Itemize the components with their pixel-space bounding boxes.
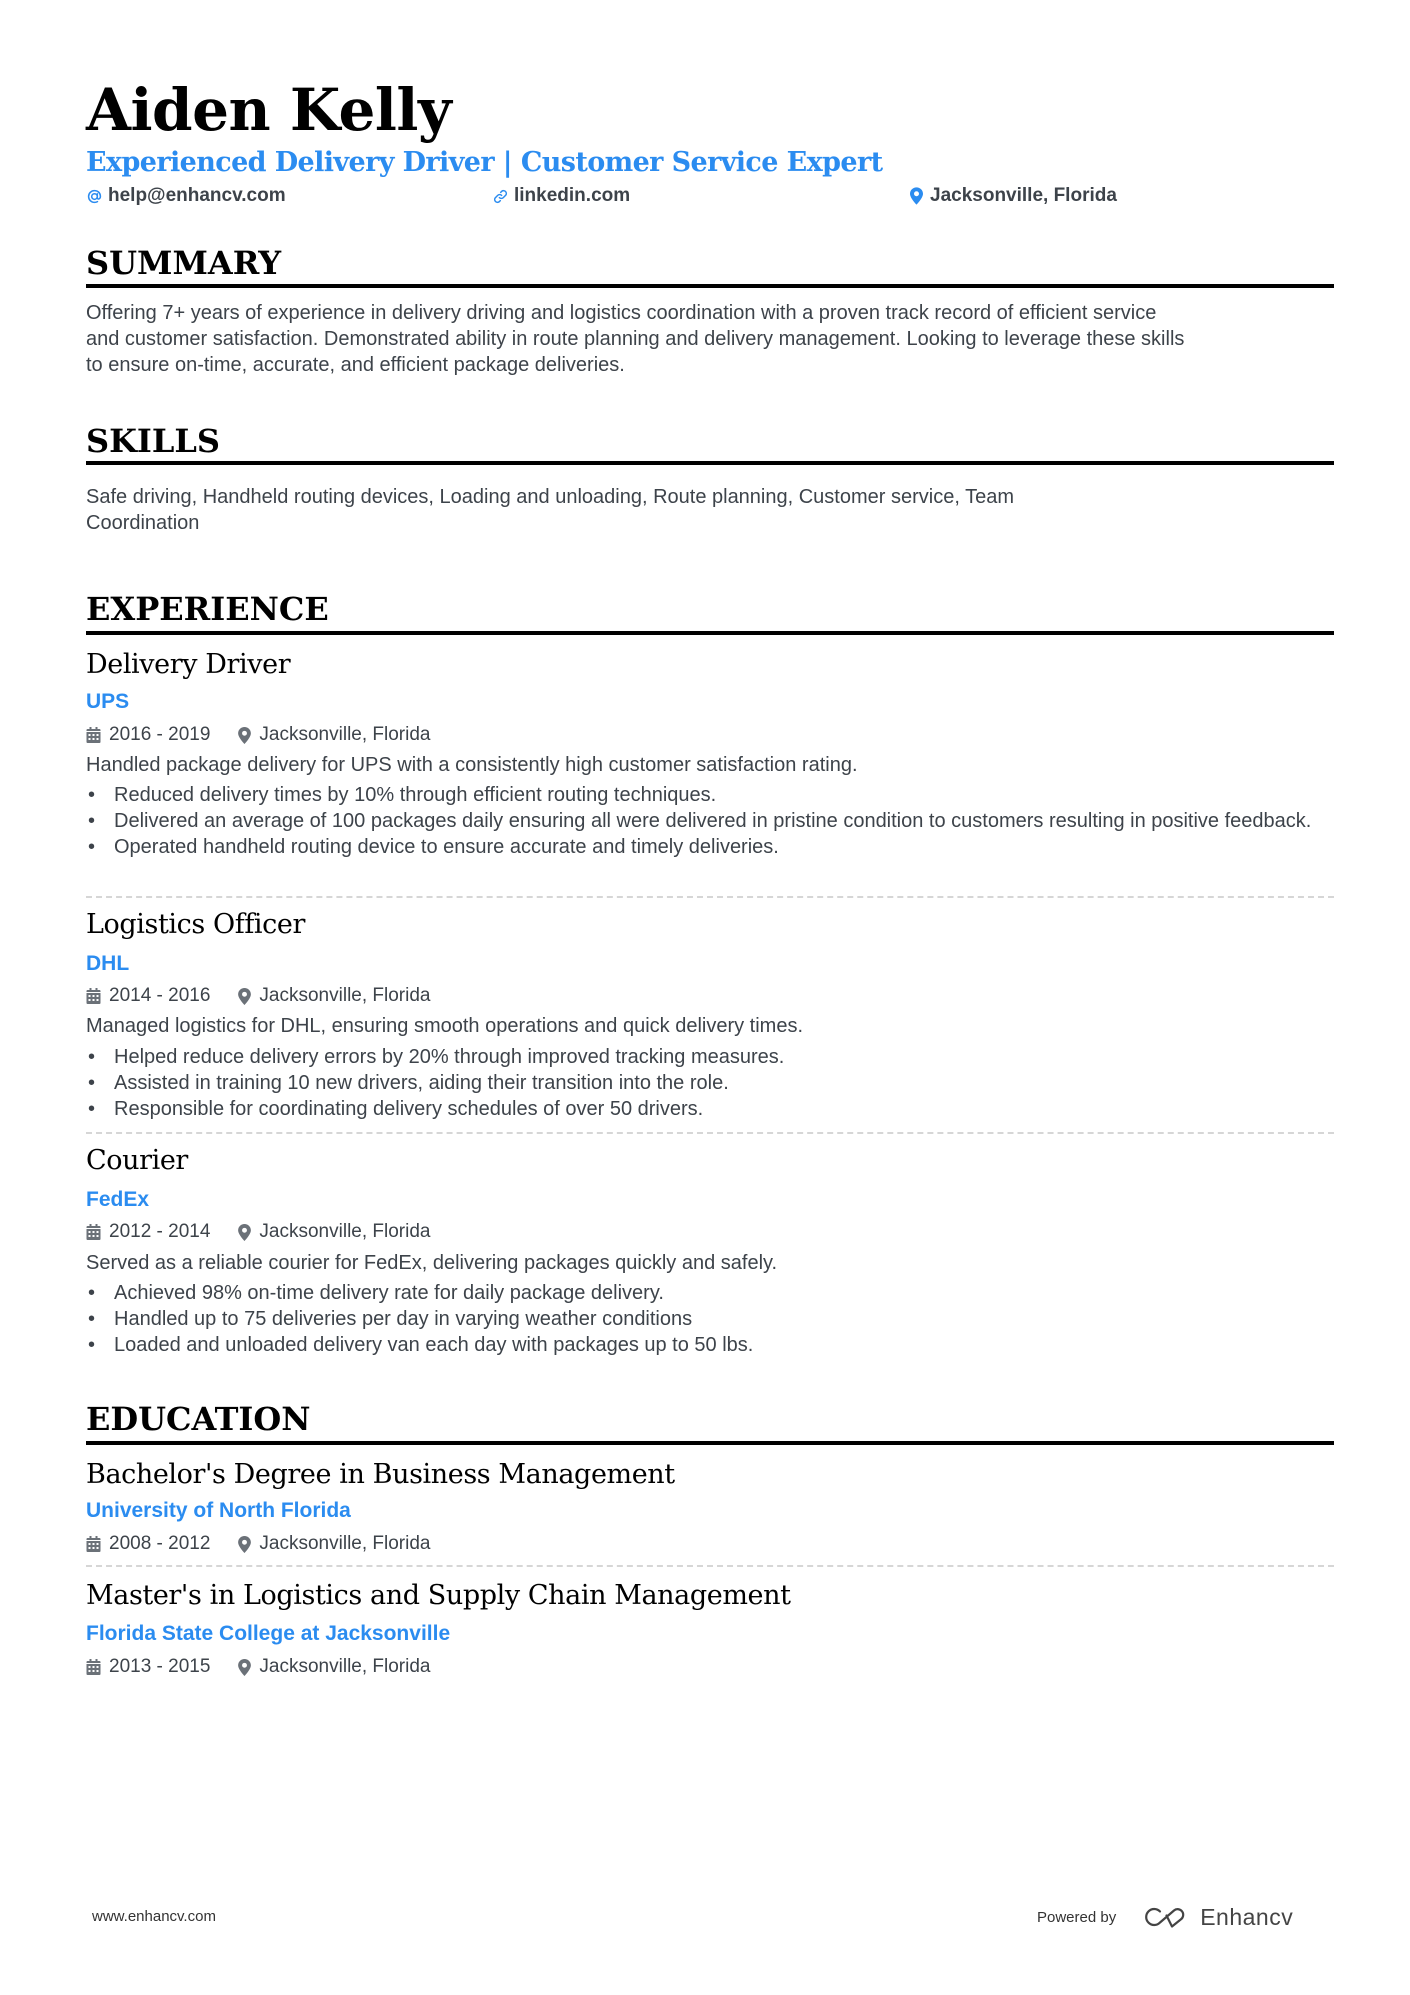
degree-title: Master's in Logistics and Supply Chain Management bbox=[86, 1580, 791, 1611]
contact-linkedin[interactable] bbox=[492, 185, 630, 207]
summary-divider bbox=[86, 284, 1334, 288]
map-pin-icon bbox=[238, 1536, 251, 1553]
calendar-icon bbox=[86, 1659, 101, 1675]
map-pin-icon bbox=[238, 988, 251, 1005]
skills-line: Coordination bbox=[86, 511, 200, 534]
job-dates: 2012 - 2014 bbox=[86, 1220, 210, 1244]
map-pin-icon bbox=[908, 186, 924, 206]
job-meta bbox=[86, 984, 431, 1008]
bullet-item: • Responsible for coordinating delivery schedules of over 50 drivers. bbox=[86, 1097, 1334, 1123]
summary-text bbox=[86, 301, 1334, 378]
education-dates: 2013 - 2015 bbox=[86, 1655, 210, 1679]
job-title: Courier bbox=[86, 1145, 188, 1176]
skills-line: Safe driving, Handheld routing devices, Loading and unloading, Route planning, Customer service, Team bbox=[86, 486, 1014, 508]
company-name: DHL bbox=[86, 952, 130, 975]
calendar-icon bbox=[86, 1536, 101, 1552]
entry-separator bbox=[86, 896, 1334, 898]
bullet-item: • Assisted in training 10 new drivers, aiding their transition into the role. bbox=[86, 1071, 1334, 1097]
summary-line: to ensure on-time, accurate, and efficient package deliveries. bbox=[86, 353, 625, 376]
education-location: Jacksonville, Florida bbox=[238, 1655, 430, 1679]
linkedin-text: linkedin.com bbox=[514, 185, 631, 206]
company-name: FedEx bbox=[86, 1188, 150, 1211]
calendar-icon bbox=[86, 988, 101, 1004]
map-pin-icon bbox=[238, 1224, 251, 1241]
entry-separator bbox=[86, 1132, 1334, 1134]
bullet-item: • Loaded and unloaded delivery van each day with packages up to 50 lbs. bbox=[86, 1333, 1334, 1359]
job-description: Managed logistics for DHL, ensuring smooth operations and quick delivery times. bbox=[86, 1015, 804, 1037]
skills-divider bbox=[86, 461, 1334, 465]
skills-text bbox=[86, 485, 1334, 537]
enhancv-logo-icon bbox=[1144, 1905, 1190, 1929]
job-title: Logistics Officer bbox=[86, 909, 305, 940]
experience-heading: EXPERIENCE bbox=[86, 590, 329, 628]
location-text: Jacksonville, Florida bbox=[930, 185, 1117, 206]
job-bullets bbox=[86, 1045, 1334, 1122]
footer-branding[interactable] bbox=[1037, 1904, 1293, 1930]
bullet-item: • Helped reduce delivery errors by 20% through improved tracking measures. bbox=[86, 1045, 1334, 1071]
link-icon bbox=[492, 186, 508, 206]
map-pin-icon bbox=[238, 1659, 251, 1676]
job-location: Jacksonville, Florida bbox=[238, 984, 430, 1008]
candidate-headline: Experienced Delivery Driver | Customer Service Expert bbox=[86, 147, 883, 178]
job-title: Delivery Driver bbox=[86, 649, 291, 680]
degree-title: Bachelor's Degree in Business Management bbox=[86, 1459, 675, 1490]
job-bullets bbox=[86, 783, 1334, 860]
job-description: Served as a reliable courier for FedEx, delivering packages quickly and safely. bbox=[86, 1252, 778, 1274]
summary-line: Offering 7+ years of experience in delivery driving and logistics coordination with a proven track record of efficient service bbox=[86, 302, 1157, 324]
skills-heading: SKILLS bbox=[86, 422, 220, 460]
school-name: Florida State College at Jacksonville bbox=[86, 1622, 451, 1645]
map-pin-icon bbox=[238, 727, 251, 744]
bullet-item: • Achieved 98% on-time delivery rate for daily package delivery. bbox=[86, 1281, 1334, 1307]
education-divider bbox=[86, 1441, 1334, 1445]
bullet-item: • Operated handheld routing device to ensure accurate and timely deliveries. bbox=[86, 835, 1334, 861]
job-location: Jacksonville, Florida bbox=[238, 1220, 430, 1244]
contact-row bbox=[86, 185, 1334, 209]
candidate-name: Aiden Kelly bbox=[86, 76, 452, 144]
bullet-item: • Reduced delivery times by 10% through efficient routing techniques. bbox=[86, 783, 1334, 809]
contact-location bbox=[908, 185, 1117, 207]
powered-by-label: Powered by bbox=[1037, 1908, 1117, 1926]
education-location: Jacksonville, Florida bbox=[238, 1532, 430, 1556]
bullet-item: • Handled up to 75 deliveries per day in varying weather conditions bbox=[86, 1307, 1334, 1333]
job-description: Handled package delivery for UPS with a consistently high customer satisfaction rating. bbox=[86, 754, 858, 776]
job-meta bbox=[86, 723, 431, 747]
enhancv-brand-name: Enhancv bbox=[1200, 1903, 1294, 1930]
company-name: UPS bbox=[86, 690, 130, 713]
calendar-icon bbox=[86, 1224, 101, 1240]
job-meta bbox=[86, 1220, 431, 1244]
education-dates: 2008 - 2012 bbox=[86, 1532, 210, 1556]
job-location: Jacksonville, Florida bbox=[238, 723, 430, 747]
education-meta bbox=[86, 1532, 431, 1556]
job-dates: 2014 - 2016 bbox=[86, 984, 210, 1008]
entry-separator bbox=[86, 1565, 1334, 1567]
job-dates: 2016 - 2019 bbox=[86, 723, 210, 747]
footer-website-link[interactable]: www.enhancv.com bbox=[92, 1908, 216, 1925]
at-icon bbox=[86, 186, 102, 206]
job-bullets bbox=[86, 1281, 1334, 1358]
bullet-item: • Delivered an average of 100 packages daily ensuring all were delivered in pristine condition to customers resulting in positive feedback. bbox=[86, 809, 1334, 835]
school-name: University of North Florida bbox=[86, 1499, 351, 1522]
calendar-icon bbox=[86, 727, 101, 743]
contact-email[interactable] bbox=[86, 185, 286, 207]
education-meta bbox=[86, 1655, 431, 1679]
summary-line: and customer satisfaction. Demonstrated ability in route planning and delivery management. Looking to leverage these skills bbox=[86, 327, 1185, 350]
education-heading: EDUCATION bbox=[86, 1400, 311, 1438]
summary-heading: SUMMARY bbox=[86, 244, 282, 282]
experience-divider bbox=[86, 631, 1334, 635]
email-text: help@enhancv.com bbox=[108, 185, 286, 206]
